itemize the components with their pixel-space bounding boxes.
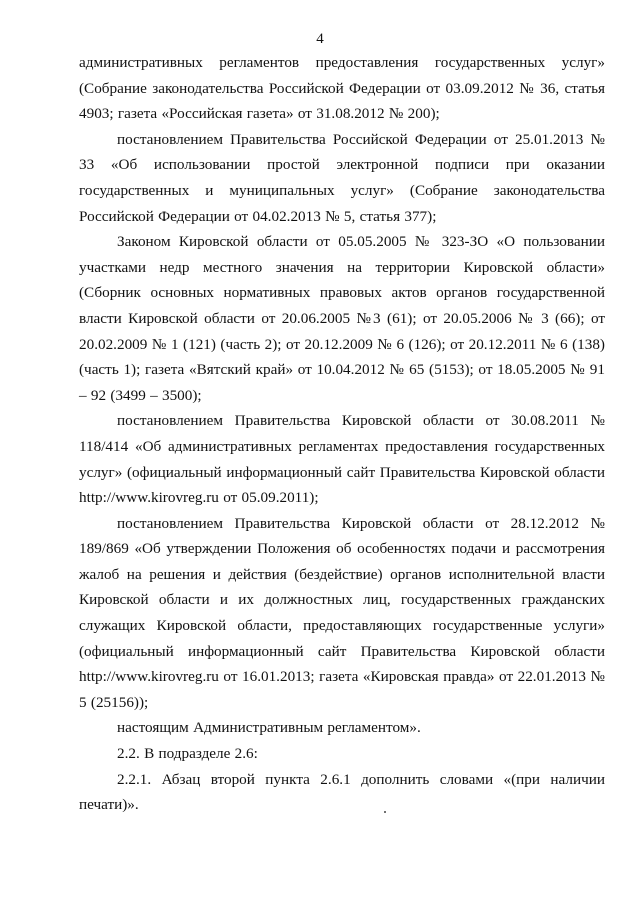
paragraph-federal-decree-33: постановлением Правительства Российской Федерации от 25.01.2013 № 33 «Об использовании простой электронной подписи при оказании государственных и муниципальных услуг» (Собрание законодательства Российской Федерации от 04.02.2013 № 5, статья 377); xyxy=(79,130,605,225)
paragraph-kirov-decree-118: постановлением Правительства Кировской области от 30.08.2011 № 118/414 «Об административных регламентах предоставления государственных услуг» (официальный информационный сайт Правительства Кировской области http://www.kirovreg.ru от 05.09.2011); xyxy=(79,412,605,507)
scan-speck xyxy=(384,811,386,813)
paragraph-kirov-decree-189: постановлением Правительства Кировской области от 28.12.2012 № 189/869 «Об утверждении Положения об особенностях подачи и рассмотрения жалоб на решения и действия (бездействие) органов исполнительной власти Кировской области и их должностных лиц, государственных гражданских служащих Кировской области, предоставляющих государственные услуги» (официальный информационный сайт Правительства Кировской области http://www.kirovreg.ru от 16.01.2013; газета «Кировская правда» от 22.01.2013 № 5 (25156)); xyxy=(79,514,605,711)
page-number: 4 xyxy=(316,31,324,47)
document-body xyxy=(79,50,605,818)
paragraph-this-regulation: настоящим Административным регламентом». xyxy=(117,719,421,737)
paragraph-item-2-2-1: 2.2.1. Абзац второй пункта 2.6.1 дополнить словами «(при наличии печати)». xyxy=(79,770,605,814)
paragraph-kirov-law-323: Законом Кировской области от 05.05.2005 № 323-ЗО «О пользовании участками недр местного значения на территории Кировской области» (Сборник основных нормативных правовых актов органов государственной власти Кировской области от 20.06.2005 №3 (61); от 20.05.2006 № 3 (66); от 20.02.2009 № 1 (121) (часть 2); от 20.12.2009 № 6 (126); от 20.12.2011 № 6 (138) (часть 1); газета «Вятский край» от 10.04.2012 № 65 (5153); от 18.05.2005 № 91 – 92 (3499 – 3500); xyxy=(79,233,605,404)
paragraph-continuation: административных регламентов предоставления государственных услуг» (Собрание законодательства Российской Федерации от 03.09.2012 № 36, статья 4903; газета «Российская газета» от 31.08.2012 № 200); xyxy=(79,54,605,123)
paragraph-subsection-2-2: 2.2. В подразделе 2.6: xyxy=(117,745,258,763)
